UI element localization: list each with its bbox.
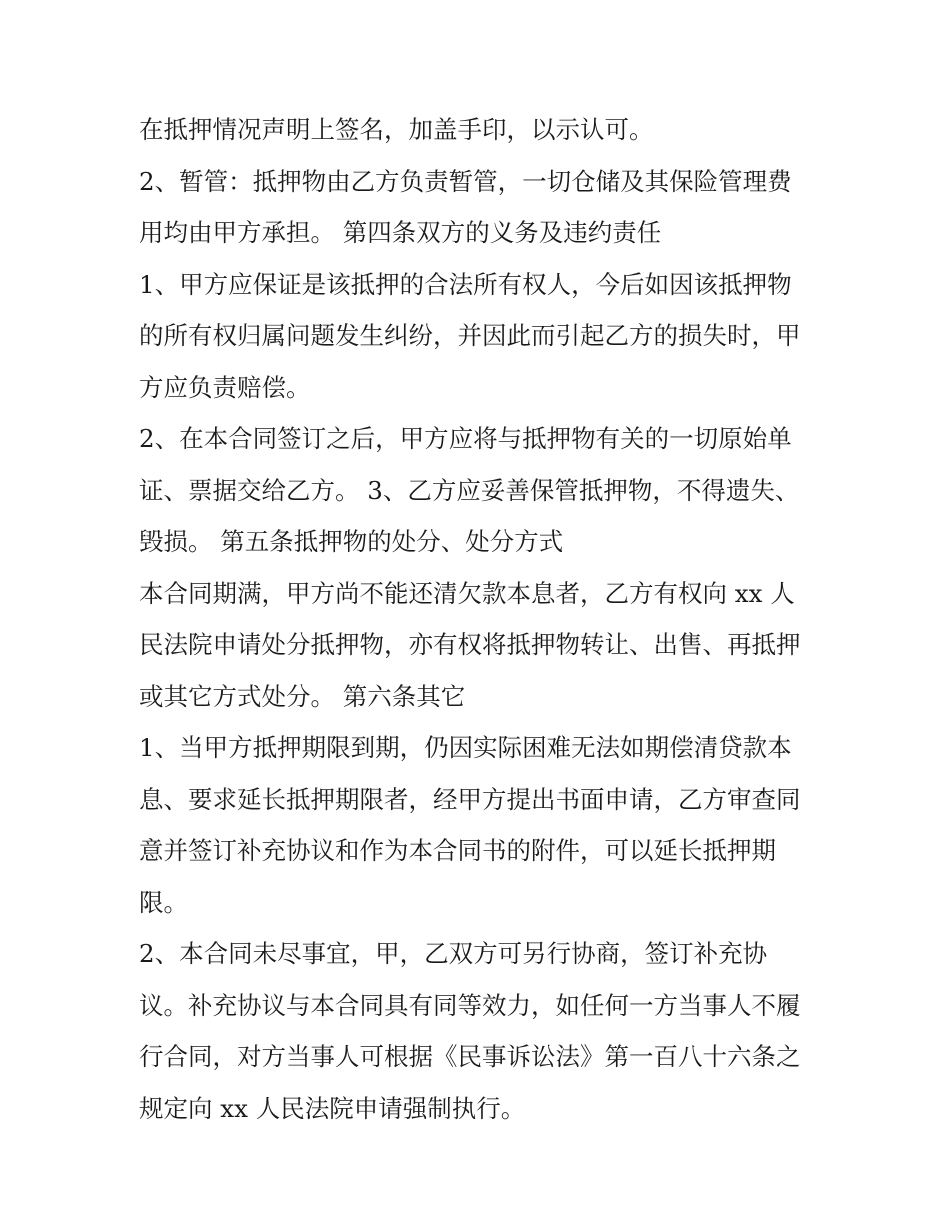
text-line: 的所有权归属问题发生纠纷，并因此而引起乙方的损失时，甲 <box>139 321 801 350</box>
document-body <box>139 104 819 1134</box>
text-line: 毁损。 第五条抵押物的处分、处分方式 <box>139 527 564 556</box>
text-line: 1、当甲方抵押期限到期，仍因实际困难无法如期偿清贷款本 <box>139 733 792 762</box>
text-line: 或其它方式处分。 第六条其它 <box>139 681 466 711</box>
text-line: 2、本合同未尽事宜，甲，乙双方可另行协商，签订补充协 <box>139 939 768 968</box>
text-line: 限。 <box>139 887 188 917</box>
text-line: 规定向 xx 人民法院申请强制执行。 <box>139 1093 526 1123</box>
text-line: 在抵押情况声明上签名，加盖手印，以示认可。 <box>139 115 654 144</box>
text-line: 议。补充协议与本合同具有同等效力，如任何一方当事人不履 <box>139 990 801 1020</box>
text-line: 意并签订补充协议和作为本合同书的附件，可以延长抵押期 <box>139 836 776 865</box>
text-line: 1、甲方应保证是该抵押的合法所有权人，今后如因该抵押物 <box>139 269 792 299</box>
text-line: 本合同期满，甲方尚不能还清欠款本息者，乙方有权向 xx 人 <box>139 578 795 608</box>
text-line: 息、要求延长抵押期限者，经甲方提出书面申请，乙方审查同 <box>139 784 801 814</box>
text-line: 方应负责赔偿。 <box>139 372 311 402</box>
text-line: 证、票据交给乙方。 3、乙方应妥善保管抵押物，不得遗失、 <box>139 475 800 505</box>
text-line: 行合同，对方当事人可根据《民事诉讼法》第一百八十六条之 <box>139 1042 801 1071</box>
text-line: 用均由甲方承担。 第四条双方的义务及违约责任 <box>139 218 662 247</box>
text-line: 2、在本合同签订之后，甲方应将与抵押物有关的一切原始单 <box>139 424 792 453</box>
text-line: 民法院申请处分抵押物，亦有权将抵押物转让、出售、再抵押 <box>139 630 801 659</box>
text-line: 2、暂管：抵押物由乙方负责暂管，一切仓储及其保险管理费 <box>139 166 792 196</box>
